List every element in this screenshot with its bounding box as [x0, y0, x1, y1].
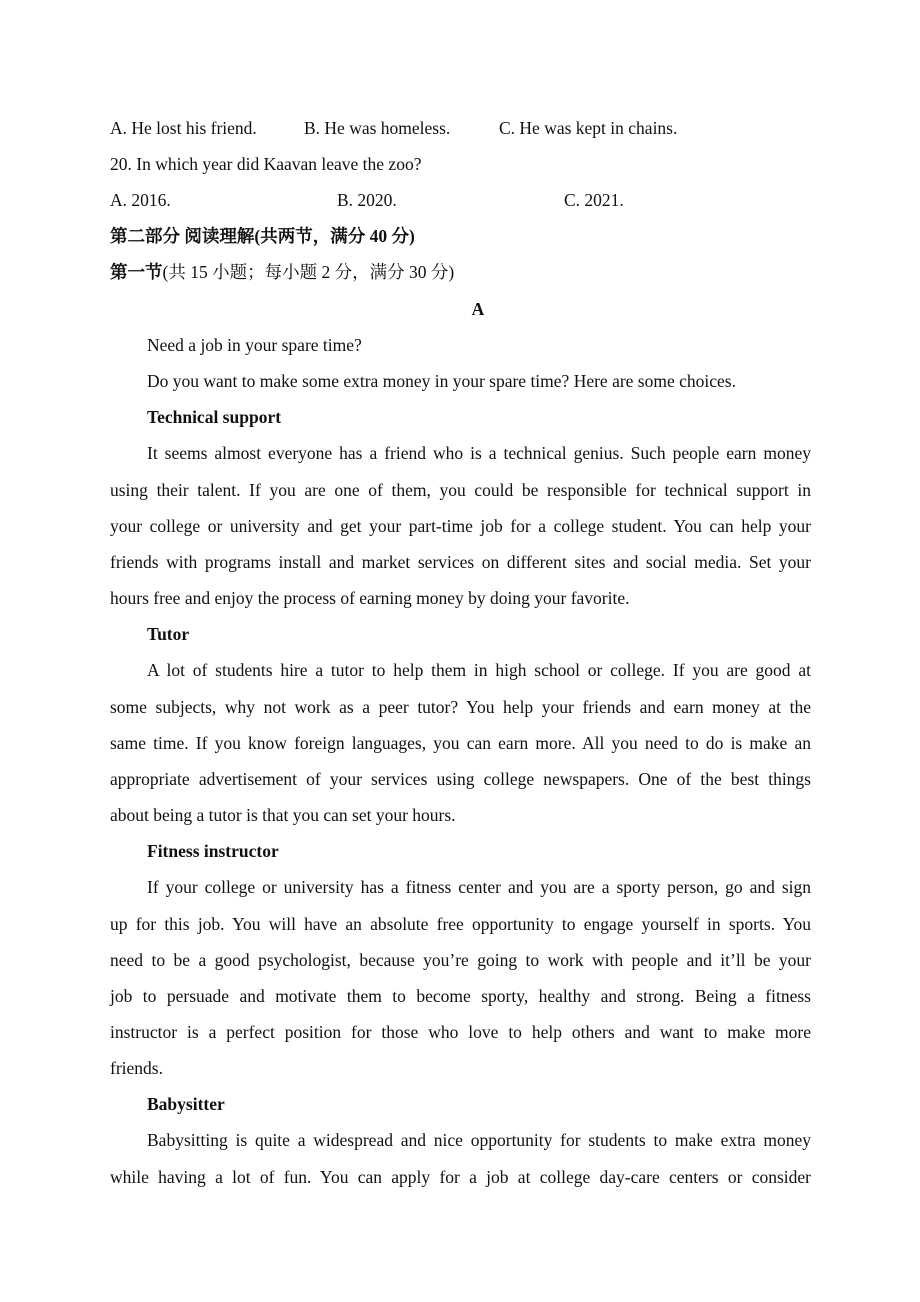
- paragraph-line: If your college or university has a fitness center and you are a sporty person, go and sign: [147, 877, 811, 897]
- section1-heading-lead: 第一节: [110, 262, 163, 282]
- part2-heading: 第二部分 阅读理解(共两节，满分 40 分): [110, 226, 415, 246]
- paragraph-line: up for this job. You will have an absolute free opportunity to engage yourself in sports. You: [110, 914, 811, 934]
- paragraph-line: job to persuade and motivate them to become sporty, healthy and strong. Being a fitness: [110, 986, 811, 1006]
- paragraph-line: Babysitting is quite a widespread and nice opportunity for students to make extra money: [147, 1130, 811, 1150]
- paragraph-line: instructor is a perfect position for those who love to help others and want to make more: [110, 1022, 811, 1042]
- section-heading-tutor: Tutor: [147, 624, 190, 644]
- section1-heading: 第一节(共 15 小题；每小题 2 分，满分 30 分): [110, 262, 455, 282]
- paragraph-line: your college or university and get your part-time job for a college student. You can help your: [110, 516, 811, 536]
- q20-option-a: A. 2016.: [110, 190, 171, 210]
- q19-option-a: A. He lost his friend.: [110, 118, 257, 138]
- paragraph-line: hours free and enjoy the process of earning money by doing your favorite.: [110, 588, 630, 608]
- section-heading-fitness-instructor: Fitness instructor: [147, 841, 279, 861]
- passage-intro: Do you want to make some extra money in your spare time? Here are some choices.: [147, 371, 736, 391]
- q20-option-b: B. 2020.: [337, 190, 397, 210]
- section-heading-babysitter: Babysitter: [147, 1094, 225, 1114]
- q20-option-c: C. 2021.: [564, 190, 624, 210]
- paragraph-line: using their talent. If you are one of them, you could be responsible for technical support in: [110, 480, 811, 500]
- paragraph-line: It seems almost everyone has a friend who is a technical genius. Such people earn money: [147, 443, 811, 463]
- paragraph-line: some subjects, why not work as a peer tutor? You help your friends and earn money at the: [110, 697, 811, 717]
- paragraph-line: appropriate advertisement of your services using college newspapers. One of the best things: [110, 769, 811, 789]
- section-heading-technical-support: Technical support: [147, 407, 282, 427]
- paragraph-line: friends with programs install and market services on different sites and social media. Set your: [110, 552, 811, 572]
- paragraph-line: while having a lot of fun. You can apply for a job at college day-care centers or consider: [110, 1167, 811, 1187]
- paragraph-line: same time. If you know foreign languages, you can earn more. All you need to do is make an: [110, 733, 811, 753]
- paragraph-line: about being a tutor is that you can set your hours.: [110, 805, 456, 825]
- q20-question: 20. In which year did Kaavan leave the zoo?: [110, 154, 422, 174]
- paragraph-line: need to be a good psychologist, because you’re going to work with people and it’ll be your: [110, 950, 811, 970]
- passage-label: A: [471, 299, 485, 319]
- passage-title: Need a job in your spare time?: [147, 335, 362, 355]
- paragraph-line: A lot of students hire a tutor to help them in high school or college. If you are good at: [147, 660, 811, 680]
- q19-option-b: B. He was homeless.: [304, 118, 451, 138]
- q19-option-c: C. He was kept in chains.: [499, 118, 678, 138]
- paragraph-line: friends.: [110, 1058, 163, 1078]
